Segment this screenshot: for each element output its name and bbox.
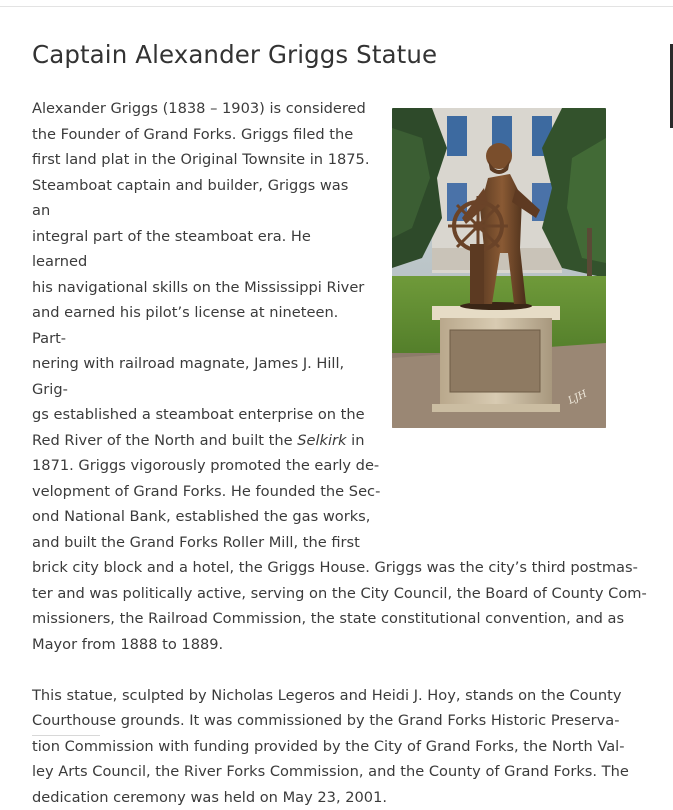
text-line: velopment of Grand Forks. He founded the Sec- (32, 483, 380, 500)
text-line: 1871. Griggs vigorously promoted the early de- (32, 457, 379, 474)
text-line: This statue, sculpted by Nicholas Legeros and Heidi J. Hoy, stands on the County (32, 687, 622, 704)
text-line: nering with railroad magnate, James J. Hill, Grig- (32, 355, 344, 398)
text-line: Red River of the North and built the (32, 432, 297, 449)
text-line: ter and was politically active, serving on the City Council, the Board of County Com- (32, 585, 647, 602)
paragraph-statue (32, 683, 622, 810)
header-divider (0, 6, 673, 7)
statue-photo (392, 108, 606, 428)
text-line: Alexander Griggs (1838 – 1903) is considered (32, 100, 366, 117)
text-line: brick city block and a hotel, the Griggs House. Griggs was the city’s third postmas- (32, 559, 638, 576)
text-line: ond National Bank, established the gas works, (32, 508, 370, 525)
footer-divider (32, 735, 100, 736)
text-line: dedication ceremony was held on May 23, 2001. (32, 789, 387, 806)
text-line: Steamboat captain and builder, Griggs was an (32, 177, 348, 220)
text-line: Courthouse grounds. It was commissioned by the Grand Forks Historic Preserva- (32, 712, 619, 729)
text-line: integral part of the steamboat era. He learned (32, 228, 311, 271)
text-line: in (347, 432, 365, 449)
text-line: first land plat in the Original Townsite in 1875. (32, 151, 369, 168)
photo-signature: LJH (566, 388, 589, 407)
text-line: and built the Grand Forks Roller Mill, the first (32, 534, 360, 551)
text-line: ley Arts Council, the River Forks Commission, and the County of Grand Forks. The (32, 763, 629, 780)
text-line: tion Commission with funding provided by the City of Grand Forks, the North Val- (32, 738, 624, 755)
text-line: Mayor from 1888 to 1889. (32, 636, 223, 653)
statue-illustration (392, 108, 606, 428)
ship-name-italic: Selkirk (297, 432, 346, 449)
text-line: his navigational skills on the Mississippi River (32, 279, 364, 296)
text-line: the Founder of Grand Forks. Griggs filed the (32, 126, 353, 143)
page-title: Captain Alexander Griggs Statue (32, 40, 437, 69)
text-line: missioners, the Railroad Commission, the state constitutional convention, and as (32, 610, 624, 627)
text-line: and earned his pilot’s license at nineteen. Part- (32, 304, 338, 347)
text-line: gs established a steamboat enterprise on the (32, 406, 365, 423)
article-body (32, 96, 622, 810)
